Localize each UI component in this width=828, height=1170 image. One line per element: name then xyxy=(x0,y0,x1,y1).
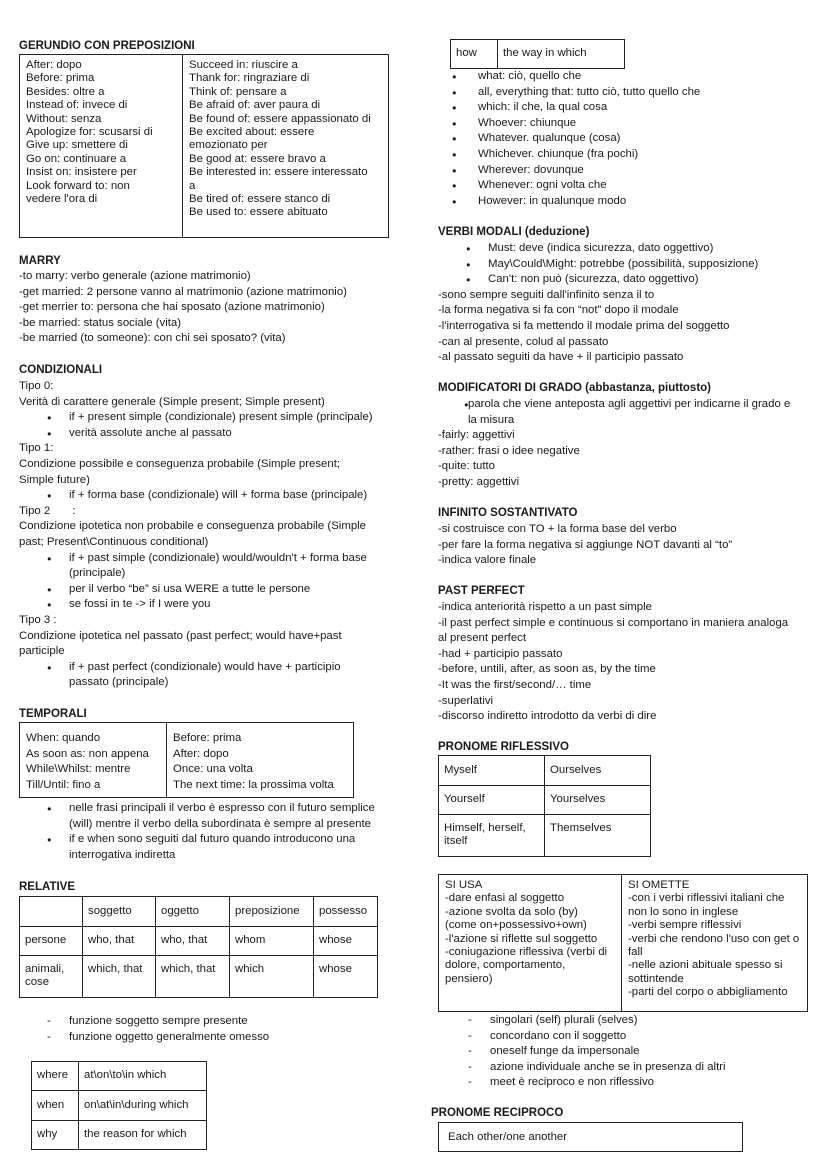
gerundio-item: Give up: smettere di xyxy=(26,139,128,152)
si-usa-item: -azione svolta da solo (by) xyxy=(445,905,578,918)
temporali-table xyxy=(19,722,354,798)
dash-item: - funzione oggetto generalmente omesso xyxy=(19,1030,269,1046)
temporali-item: The next time: la prossima volta xyxy=(173,778,334,791)
bullet-continuation: (will) mentre il verbo della subordinata è sempre al presente xyxy=(69,817,371,830)
modificatori-line: -quite: tutto xyxy=(438,460,495,473)
bullet-continuation: passato (principale) xyxy=(69,676,169,689)
bullet-item: ● all, everything that: tutto ciò, tutto quello che xyxy=(438,85,700,101)
bullet-item: ● if e when sono seguiti dal futuro quando introducono una xyxy=(19,832,375,848)
si-omette-item: non lo sono in inglese xyxy=(628,905,739,918)
bullet-continuation: interrogativa indiretta xyxy=(69,848,176,861)
header-cell: preposizione xyxy=(230,897,314,927)
marry-line: -be married: status sociale (vita) xyxy=(19,316,182,329)
tipo-desc: Condizione ipotetica non probabile e conseguenza probabile (Simple xyxy=(19,520,367,533)
table-cell: at\on\to\in which xyxy=(79,1062,207,1091)
dash-item: - meet è reciproco e non riflessivo xyxy=(440,1075,726,1091)
si-usa-cell xyxy=(439,875,622,1011)
table-cell: whose xyxy=(314,927,378,956)
modali-title: VERBI MODALI (deduzione) xyxy=(438,226,590,238)
table-cell: whom xyxy=(230,927,314,956)
table-cell: why xyxy=(32,1121,79,1150)
temporali-title: TEMPORALI xyxy=(19,708,87,720)
bullet-item: ● Whichever. chiunque (fra pochi) xyxy=(438,147,700,163)
past-perfect-line: -indica anteriorità rispetto a un past simple xyxy=(438,601,652,613)
table-row xyxy=(32,1091,207,1121)
si-omette-item: sottintende xyxy=(628,972,684,985)
bullet-item: ● Wherever: dovunque xyxy=(438,163,700,179)
past-perfect-line: -superlativi xyxy=(438,694,494,707)
table-row xyxy=(439,786,651,815)
temporali-left-cell xyxy=(20,723,167,797)
gerundio-item: Insist on: insistere per xyxy=(26,166,137,179)
tipo-label: Tipo 1: xyxy=(19,442,54,455)
dash-item: - azione individuale anche se in presenza di altri xyxy=(440,1060,726,1076)
infinito-line: -indica valore finale xyxy=(438,554,537,567)
gerundio-item: a xyxy=(189,179,196,192)
gerundio-item: Be excited about: essere xyxy=(189,126,315,139)
gerundio-item: Besides: oltre a xyxy=(26,85,105,98)
temporali-item: As soon as: non appena xyxy=(26,747,149,760)
table-cell: animali, cose xyxy=(20,956,83,998)
modali-line: -sono sempre seguiti dall'infinito senza il to xyxy=(438,288,655,301)
past-perfect-title: PAST PERFECT xyxy=(438,585,525,597)
table-cell: Myself xyxy=(439,756,545,786)
table-cell: when xyxy=(32,1091,79,1121)
si-omette-item: -nelle azioni abituale spesso si xyxy=(628,959,783,972)
past-perfect-line: al present perfect xyxy=(438,632,527,645)
infinito-title: INFINITO SOSTANTIVATO xyxy=(438,507,578,519)
header-cell: possesso xyxy=(314,897,378,927)
bullet-item: ● Whatever. qualunque (cosa) xyxy=(438,131,700,147)
bullet-item: ● Must: deve (indica sicurezza, dato oggettivo) xyxy=(438,241,758,257)
temporali-item: While\Whilst: mentre xyxy=(26,763,131,776)
table-row xyxy=(32,1121,207,1150)
bullet-item: ● if + past perfect (condizionale) would have + participio xyxy=(19,660,373,676)
gerundio-item: Without: senza xyxy=(26,112,102,125)
table-row xyxy=(451,40,625,69)
infinito-body xyxy=(438,522,732,569)
gerundio-item: Be tired of: essere stanco di xyxy=(189,193,331,206)
gerundio-right-cell xyxy=(183,55,388,237)
tipo-label: Tipo 0: xyxy=(19,380,54,392)
marry-line: -be married (to someone): con chi sei sposato? (vita) xyxy=(19,332,286,345)
infinito-line: -si costruisce con TO + la forma base del verbo xyxy=(438,523,677,535)
gerundio-item: Be interested in: essere interessato xyxy=(189,166,368,179)
tipo-label: Tipo 3 : xyxy=(19,613,57,626)
dash-item: - concordano con il soggetto xyxy=(440,1029,726,1045)
relative-small-table xyxy=(31,1061,207,1150)
dash-item: - oneself funge da impersonale xyxy=(440,1044,726,1060)
reciproco-box xyxy=(438,1122,743,1152)
temporali-right-cell xyxy=(167,723,353,797)
gerundio-item: Apologize for: scusarsi di xyxy=(26,126,153,139)
table-cell: Ourselves xyxy=(545,756,651,786)
relative-title: RELATIVE xyxy=(19,881,76,893)
marry-lines xyxy=(19,269,347,347)
how-table xyxy=(450,39,625,69)
modificatori-line: -pretty: aggettivi xyxy=(438,475,520,488)
table-cell: who, that xyxy=(156,927,230,956)
table-row xyxy=(32,1062,207,1091)
gerundio-item: Before: prima xyxy=(26,72,95,85)
gerundio-item: Be good at: essere bravo a xyxy=(189,152,326,165)
modali-line: -al passato seguiti da have + il participio passato xyxy=(438,351,684,364)
table-row xyxy=(439,756,651,786)
dash-item: - singolari (self) plurali (selves) xyxy=(440,1013,726,1029)
table-cell: persone xyxy=(20,927,83,956)
bullet-continuation: (principale) xyxy=(69,567,126,580)
tipo-desc: Condizione ipotetica nel passato (past perfect; would have+past xyxy=(19,629,342,642)
table-cell: which, that xyxy=(83,956,156,998)
modali-line: -la forma negativa si fa con “not” dopo il modale xyxy=(438,304,679,317)
bullet-item: ● verità assolute anche al passato xyxy=(19,426,373,442)
bullet-item: ● parola che viene anteposta agli aggettivi per indicarne il grado e xyxy=(438,397,790,413)
bullet-item: ● per il verbo “be” si usa WERE a tutte le persone xyxy=(19,582,373,598)
temporali-item: After: dopo xyxy=(173,747,229,760)
temporali-item: When: quando xyxy=(26,732,101,744)
table-cell: the way in which xyxy=(498,40,625,69)
gerundio-item: Be found of: essere appassionato di xyxy=(189,112,371,125)
si-omette-item: -verbi che rendono l'uso con get o xyxy=(628,932,800,945)
reciproco-value: Each other/one another xyxy=(448,1131,568,1143)
table-cell: Himself, herself, itself xyxy=(439,815,545,857)
gerundio-item: Look forward to: non xyxy=(26,179,130,192)
bullet-item: ● Can't: non può (sicurezza, dato oggettivo) xyxy=(438,272,758,288)
si-omette-item: -con i verbi riflessivi italiani che xyxy=(628,892,785,905)
gerundio-item: Succeed in: riuscire a xyxy=(189,59,298,71)
gerundio-item: Be used to: essere abituato xyxy=(189,206,328,219)
table-cell: which, that xyxy=(156,956,230,998)
reciproco-title: PRONOME RECIPROCO xyxy=(431,1107,564,1119)
marry-line: -to marry: verbo generale (azione matrimonio) xyxy=(19,270,251,282)
modificatori-title: MODIFICATORI DI GRADO (abbastanza, piuttosto) xyxy=(438,382,712,394)
si-omette-item: -parti del corpo o abbigliamento xyxy=(628,986,788,999)
temporali-item: Before: prima xyxy=(173,732,242,744)
bullet-item: ● if + present simple (condizionale) present simple (principale) xyxy=(19,410,373,426)
temporali-item: Till/Until: fino a xyxy=(26,778,101,791)
gerundio-item: vedere l'ora di xyxy=(26,193,98,206)
table-cell: where xyxy=(32,1062,79,1091)
gerundio-item: Be afraid of: aver paura di xyxy=(189,99,321,112)
bullet-item: ● which: il che, la qual cosa xyxy=(438,100,700,116)
table-cell: Yourselves xyxy=(545,786,651,815)
table-cell: how xyxy=(451,40,498,69)
temporali-notes xyxy=(19,801,375,863)
table-cell: the reason for which xyxy=(79,1121,207,1150)
table-row xyxy=(20,927,378,956)
past-perfect-line: -before, untili, after, as soon as, by the time xyxy=(438,663,656,676)
gerundio-item: Instead of: invece di xyxy=(26,99,128,112)
gerundio-table xyxy=(19,54,389,238)
si-usa-item: -dare enfasi al soggetto xyxy=(445,892,565,905)
si-usa-item: -coniugazione riflessiva (verbi di xyxy=(445,946,608,959)
bullet-item: ● Whenever: ogni volta che xyxy=(438,178,700,194)
tipo-desc: past; Present\Continuous conditional) xyxy=(19,535,209,548)
gerundio-title: GERUNDIO CON PREPOSIZIONI xyxy=(19,40,195,52)
gerundio-item: Thank for: ringraziare di xyxy=(189,72,310,85)
bullet-item: ● However: in qualunque modo xyxy=(438,194,700,210)
past-perfect-line: -discorso indiretto introdotto da verbi di dire xyxy=(438,710,657,723)
marry-title: MARRY xyxy=(19,255,61,267)
modificatori-line: -fairly: aggettivi xyxy=(438,429,515,442)
tipo-desc: Condizione possibile e conseguenza probabile (Simple present; xyxy=(19,457,341,470)
riflessivo-title: PRONOME RIFLESSIVO xyxy=(438,741,569,753)
si-usa-item: -l'azione si riflette sul soggetto xyxy=(445,932,598,945)
bullet-item: ● May\Could\Might: potrebbe (possibilità, supposizione) xyxy=(438,257,758,273)
si-omette-item: fall xyxy=(628,946,643,959)
relative-bullets xyxy=(438,69,700,209)
bullet-item: ● what: ciò, quello che xyxy=(438,69,700,85)
relative-notes xyxy=(19,1014,269,1045)
condizionali-body xyxy=(19,379,373,691)
tipo-desc: Simple future) xyxy=(19,473,90,486)
riflessivo-table xyxy=(438,755,651,857)
table-row xyxy=(20,956,378,998)
past-perfect-body xyxy=(438,600,788,725)
modificatori-body xyxy=(438,397,790,491)
modali-line: -can al presente, colud al passato xyxy=(438,335,609,348)
si-usa-item: pensiero) xyxy=(445,972,493,985)
dash-item: - funzione soggetto sempre presente xyxy=(19,1014,269,1030)
gerundio-item: After: dopo xyxy=(26,59,82,71)
past-perfect-line: -It was the first/second/… time xyxy=(438,678,592,691)
past-perfect-line: -had + participio passato xyxy=(438,647,563,660)
si-omette-cell xyxy=(622,875,807,1011)
bullet-item: ● Whoever: chiunque xyxy=(438,116,700,132)
table-cell: whose xyxy=(314,956,378,998)
si-usa-item: dolore, comportamento, xyxy=(445,959,566,972)
table-cell: on\at\in\during which xyxy=(79,1091,207,1121)
tipo-label: Tipo 2 : xyxy=(19,504,76,517)
modali-line: -l'interrogativa si fa mettendo il modale prima del soggetto xyxy=(438,319,730,332)
gerundio-item: Go on: continuare a xyxy=(26,152,127,165)
infinito-line: -per fare la forma negativa si aggiunge NOT davanti al “to” xyxy=(438,538,733,551)
relative-table xyxy=(19,896,378,998)
si-usa-title: SI USA xyxy=(445,879,483,891)
table-cell: who, that xyxy=(83,927,156,956)
condizionali-title: CONDIZIONALI xyxy=(19,364,103,376)
si-omette-item: -verbi sempre riflessivi xyxy=(628,919,742,932)
table-cell: Themselves xyxy=(545,815,651,857)
gerundio-left-cell xyxy=(20,55,183,237)
si-usa-omette-table xyxy=(438,874,808,1012)
bullet-continuation: la misura xyxy=(468,413,515,426)
si-omette-title: SI OMETTE xyxy=(628,879,690,891)
riflessivo-notes xyxy=(440,1013,726,1091)
header-cell: soggetto xyxy=(83,897,156,927)
header-cell xyxy=(20,897,83,927)
bullet-item: ● if + past simple (condizionale) would/wouldn't + forma base xyxy=(19,551,373,567)
tipo-desc: participle xyxy=(19,645,65,658)
table-header-row xyxy=(20,897,378,927)
table-row xyxy=(439,815,651,857)
gerundio-item: Think of: pensare a xyxy=(189,85,287,98)
header-cell: oggetto xyxy=(156,897,230,927)
temporali-item: Once: una volta xyxy=(173,763,253,776)
bullet-item: ● se fossi in te -> if I were you xyxy=(19,597,373,613)
tipo-desc: Verità di carattere generale (Simple present; Simple present) xyxy=(19,395,325,408)
si-usa-item: (come on+possessivo+own) xyxy=(445,919,587,932)
gerundio-item: emozionato per xyxy=(189,139,268,152)
marry-line: -get married: 2 persone vanno al matrimonio (azione matrimonio) xyxy=(19,285,347,298)
bullet-item: ● if + forma base (condizionale) will + forma base (principale) xyxy=(19,488,373,504)
modali-body xyxy=(438,241,758,366)
marry-line: -get merrier to: persona che hai sposato (azione matrimonio) xyxy=(19,301,325,314)
modificatori-line: -rather: frasi o idee negative xyxy=(438,444,580,457)
table-cell: which xyxy=(230,956,314,998)
bullet-item: ● nelle frasi principali il verbo è espresso con il futuro semplice xyxy=(19,801,375,817)
past-perfect-line: -il past perfect simple e continuous si comportano in maniera analoga xyxy=(438,616,789,629)
table-cell: Yourself xyxy=(439,786,545,815)
